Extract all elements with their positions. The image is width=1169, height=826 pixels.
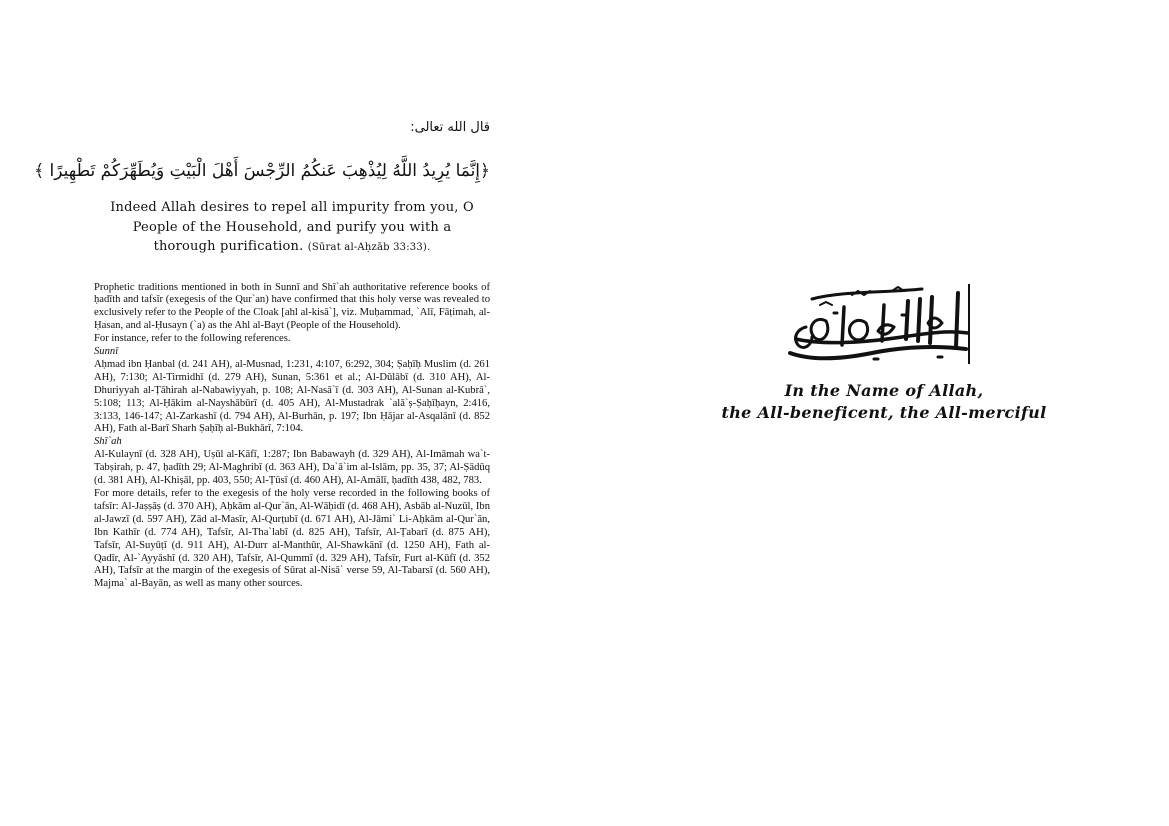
basmala-caption bbox=[714, 380, 1054, 424]
note-heading-shiah: Shī`ah bbox=[94, 436, 122, 448]
note-instance: For instance, refer to the following references. bbox=[94, 333, 291, 345]
caption-line-1: In the Name of Allah, bbox=[784, 381, 984, 400]
note-heading-sunni: Sunnī bbox=[94, 346, 119, 358]
translation-text: Indeed Allah desires to repel all impurity from you, O People of the Household, and purify you with a thorough purification. bbox=[110, 200, 474, 254]
arabic-intro: قال الله تعالى: bbox=[410, 120, 490, 135]
note-intro: Prophetic traditions mentioned in both in Sunnī and Shī`ah authoritative reference books of ḥadīth and tafsīr (exegesis of the Qur`an) have confirmed that this holy verse was revealed to exclusively refer to the People of the Cloak [ahl al-kisā`], viz. Muḥammad, `Alī, Fāṭimah, al-Ḥasan, and al-Ḥusayn (`a) as the Ahl al-Bayt (People of the Household). bbox=[94, 281, 490, 332]
left-page bbox=[34, 118, 490, 591]
verse-translation bbox=[94, 198, 490, 258]
basmala-calligraphy-icon bbox=[782, 283, 974, 365]
footnotes bbox=[94, 282, 490, 592]
note-shiah-refs: Al-Kulaynī (d. 328 AH), Uṣūl al-Kāfī, 1:287; Ibn Babawayh (d. 329 AH), Al-Imāmah wa`t-Tabṣirah, p. 47, ḥadīth 29; Al-Maghribī (d. 363 AH), Da`ā`im al-Islām, pp. 35, 37; Al-Ṣādūq (d. 381 AH), Al-Khiṣāl, pp. 403, 550; Al-Ṭūsī (d. 460 AH), Al-Amālī, ḥadīth 438, 482, 783. bbox=[94, 449, 490, 487]
note-tafsir-refs: For more details, refer to the exegesis of the holy verse recorded in the following books of tafsīr: Al-Jaṣṣāṣ (d. 370 AH), Aḥkām al-Qur`ān, Al-Wāḥidī (d. 468 AH), Asbāb al-Nuzūl, Ibn al-Jawzī (d. 597 AH), Zād al-Masīr, Al-Qurṭubī (d. 671 AH), Al-Jāmi` Li-Aḥkām al-Qur`ān, Ibn Kathīr (d. 774 AH), Tafsīr, Al-Tha`labī (d. 825 AH), Tafsīr, Al-Ṭabarī (d. 875 AH), Tafsīr, Al-Suyūṭī (d. 911 AH), Al-Durr al-Manthūr, Al-Shawkānī (d. 1250 AH), Fath al-Qadīr, Al-`Ayyāshī (d. 320 AH), Tafsīr, Al-Qummī (d. 329 AH), Tafsīr, Furt al-Kūfī (d. 352 AH), Tafsīr at the margin of the exegesis of Sūrat al-Nisā` verse 59, Al-Tabarsī (d. 560 AH), Majma` al-Bayān, as well as many other sources. bbox=[94, 488, 490, 590]
note-sunni-refs: Aḥmad ibn Ḥanbal (d. 241 AH), al-Musnad, 1:231, 4:107, 6:292, 304; Ṣaḥīḥ Muslim (d. 261 AH), 7:130; Al-Tirmidhī (d. 279 AH), Sunan, 5:361 et al.; Al-Dūlābī (d. 310 AH), Al-Dhuriyyah al-Ṭāhirah al-Nabawiyyah, p. 108; Al-Nasā`ī (d. 303 AH), Al-Sunan al-Kubrā`, 5:108; 113; Al-Ḥākim al-Nayshābūrī (d. 405 AH), Al-Mustadrak `alā`ṣ-Ṣaḥīḥayn, 2:416, 3:133, 146-147; Al-Zarkashī (d. 794 AH), Al-Burhān, p. 197; Ibn Ḥājar al-Asqalānī (d. 852 AH), Fath al-Barī Sharh Ṣaḥīḥ al-Bukhārī, 7:104. bbox=[94, 358, 490, 435]
arabic-verse: ﴿إِنَّمَا يُرِيدُ اللَّهُ لِيُذْهِبَ عَنكُمُ الرِّجْسَ أَهْلَ الْبَيْتِ وَيُطَهِّرَكُمْ تَطْهِيرًا ﴾ bbox=[34, 161, 490, 181]
caption-line-2: the All-beneficent, the All-merciful bbox=[721, 403, 1047, 422]
translation-citation: (Sūrat al-Aḥzāb 33:33). bbox=[307, 242, 431, 253]
basmala-divider bbox=[968, 284, 970, 364]
